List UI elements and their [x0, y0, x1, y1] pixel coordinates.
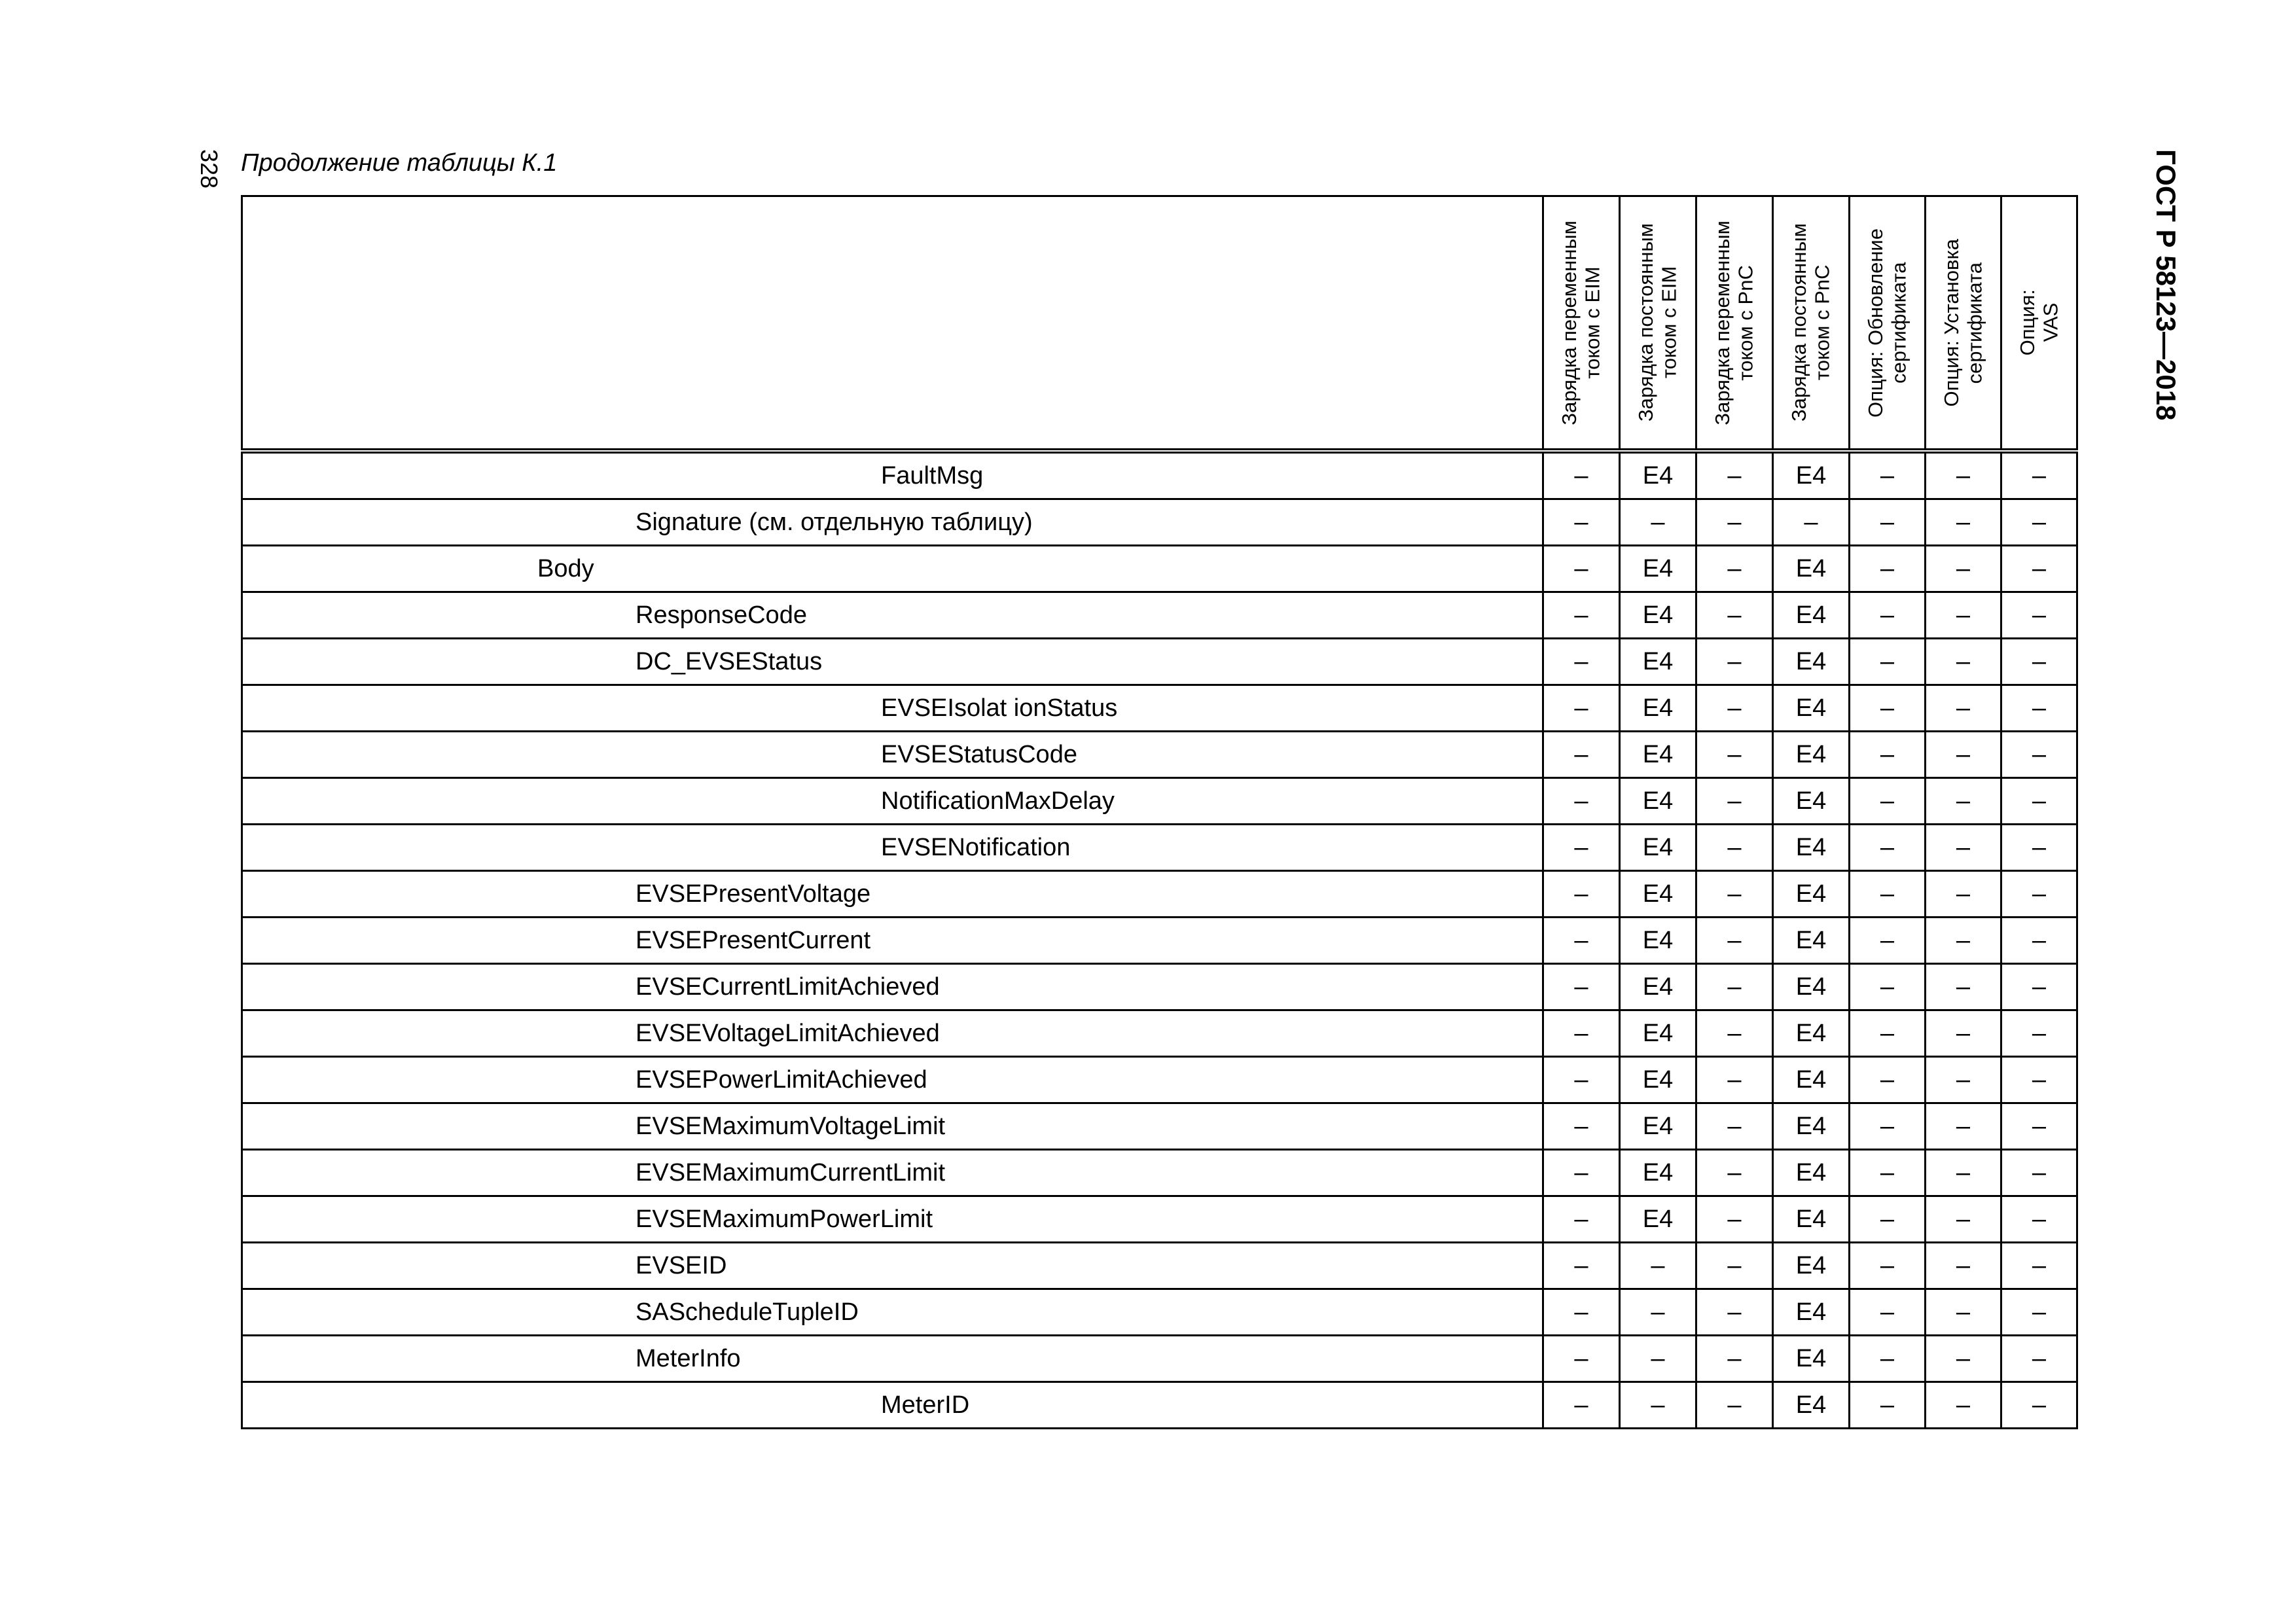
value-cell: – [2001, 1010, 2077, 1057]
value-cell: – [1926, 685, 2001, 732]
table-row [242, 499, 2077, 546]
table-row [242, 639, 2077, 685]
value-cell: – [1926, 1336, 2001, 1382]
value-cell: – [1773, 499, 1850, 546]
value-cell: – [2001, 1243, 2077, 1289]
value-cell: – [1850, 732, 1926, 778]
value-cell: – [1850, 1057, 1926, 1103]
column-header-label: Зарядка постоянным током с PnC [1787, 223, 1834, 422]
row-name-cell: NotificationMaxDelay [242, 778, 1543, 825]
value-cell: – [1850, 1103, 1926, 1150]
row-name-cell: FaultMsg [242, 451, 1543, 499]
table-row [242, 451, 2077, 499]
value-cell: – [2001, 964, 2077, 1010]
value-cell: – [1543, 639, 1620, 685]
table-row [242, 732, 2077, 778]
value-cell: E4 [1773, 1057, 1850, 1103]
value-cell: E4 [1620, 592, 1696, 639]
value-cell: – [1543, 1243, 1620, 1289]
value-cell: – [1696, 1289, 1773, 1336]
value-cell: – [2001, 639, 2077, 685]
table-row [242, 871, 2077, 918]
value-cell: – [1696, 1010, 1773, 1057]
value-cell: – [1620, 1243, 1696, 1289]
value-cell: – [2001, 871, 2077, 918]
value-cell: – [1850, 918, 1926, 964]
value-cell: E4 [1773, 778, 1850, 825]
value-cell: – [1696, 451, 1773, 499]
value-cell: – [1543, 825, 1620, 871]
value-cell: – [1543, 592, 1620, 639]
value-cell: – [1696, 778, 1773, 825]
value-cell: – [1696, 1196, 1773, 1243]
value-cell: – [1850, 778, 1926, 825]
value-cell: – [2001, 1103, 2077, 1150]
value-cell: – [2001, 1382, 2077, 1429]
value-cell: – [1926, 871, 2001, 918]
row-name-cell: EVSECurrentLimitAchieved [242, 964, 1543, 1010]
value-cell: – [1926, 499, 2001, 546]
value-cell: – [1926, 732, 2001, 778]
value-cell: E4 [1620, 1196, 1696, 1243]
value-cell: – [2001, 1196, 2077, 1243]
table-row [242, 592, 2077, 639]
value-cell: – [1696, 918, 1773, 964]
value-cell: E4 [1620, 639, 1696, 685]
row-name-cell: EVSEStatusCode [242, 732, 1543, 778]
value-cell: – [1926, 1243, 2001, 1289]
value-cell: – [1926, 918, 2001, 964]
value-cell: – [1543, 499, 1620, 546]
value-cell: – [1926, 1289, 2001, 1336]
value-cell: E4 [1620, 451, 1696, 499]
value-cell: E4 [1773, 1289, 1850, 1336]
value-cell: – [1543, 1057, 1620, 1103]
table-row [242, 1243, 2077, 1289]
value-cell: – [1543, 1150, 1620, 1196]
value-cell: – [1696, 499, 1773, 546]
row-name-cell: Signature (см. отдельную таблицу) [242, 499, 1543, 546]
column-header [1926, 196, 2001, 452]
value-cell: E4 [1773, 1010, 1850, 1057]
value-cell: – [1543, 685, 1620, 732]
column-header [1850, 196, 1926, 452]
value-cell: – [1620, 499, 1696, 546]
data-table [241, 195, 2078, 1429]
value-cell: – [1696, 964, 1773, 1010]
value-cell: – [1696, 871, 1773, 918]
row-name-cell: EVSENotification [242, 825, 1543, 871]
value-cell: E4 [1773, 871, 1850, 918]
value-cell: – [1696, 1243, 1773, 1289]
value-cell: – [1926, 964, 2001, 1010]
header-row [242, 196, 2077, 452]
column-header [1696, 196, 1773, 452]
value-cell: – [2001, 825, 2077, 871]
table-row [242, 918, 2077, 964]
row-name-cell: MeterID [242, 1382, 1543, 1429]
column-header [2001, 196, 2077, 452]
value-cell: – [1696, 1150, 1773, 1196]
value-cell: – [1926, 1010, 2001, 1057]
value-cell: – [2001, 546, 2077, 592]
value-cell: E4 [1620, 685, 1696, 732]
value-cell: E4 [1620, 1150, 1696, 1196]
column-header-label: Опция: Обновление сертификата [1863, 228, 1910, 418]
value-cell: – [1850, 451, 1926, 499]
row-name-cell: ResponseCode [242, 592, 1543, 639]
value-cell: E4 [1620, 1057, 1696, 1103]
table-row [242, 1382, 2077, 1429]
column-header [1543, 196, 1620, 452]
value-cell: – [1696, 639, 1773, 685]
value-cell: – [1696, 685, 1773, 732]
value-cell: – [1850, 871, 1926, 918]
value-cell: – [1543, 1010, 1620, 1057]
row-name-cell: EVSEPresentVoltage [242, 871, 1543, 918]
value-cell: – [1696, 1336, 1773, 1382]
row-name-cell: EVSEMaximumCurrentLimit [242, 1150, 1543, 1196]
row-name-cell: SAScheduleTupleID [242, 1289, 1543, 1336]
value-cell: – [2001, 451, 2077, 499]
table-row [242, 1336, 2077, 1382]
table-row [242, 1289, 2077, 1336]
value-cell: – [1696, 1057, 1773, 1103]
value-cell: – [1543, 451, 1620, 499]
value-cell: – [1850, 499, 1926, 546]
value-cell: E4 [1773, 964, 1850, 1010]
value-cell: – [1850, 1196, 1926, 1243]
value-cell: – [1543, 1196, 1620, 1243]
column-header-label: Опция: Установка сертификата [1939, 238, 1986, 407]
value-cell: – [1850, 592, 1926, 639]
value-cell: E4 [1620, 778, 1696, 825]
value-cell: – [1926, 546, 2001, 592]
row-name-cell: Body [242, 546, 1543, 592]
value-cell: E4 [1620, 871, 1696, 918]
value-cell: – [2001, 499, 2077, 546]
row-name-cell: EVSEPresentCurrent [242, 918, 1543, 964]
column-header [1773, 196, 1850, 452]
value-cell: – [1543, 546, 1620, 592]
value-cell: E4 [1773, 451, 1850, 499]
value-cell: – [2001, 918, 2077, 964]
row-name-cell: EVSEID [242, 1243, 1543, 1289]
value-cell: E4 [1773, 685, 1850, 732]
value-cell: – [1926, 639, 2001, 685]
value-cell: – [1620, 1289, 1696, 1336]
column-header-label: Зарядка переменным током с PnC [1711, 220, 1757, 425]
value-cell: E4 [1620, 964, 1696, 1010]
header-empty-cell [242, 196, 1543, 452]
value-cell: – [1926, 1057, 2001, 1103]
column-header-label: Зарядка постоянным током с EIM [1634, 223, 1681, 422]
value-cell: – [1696, 1382, 1773, 1429]
value-cell: E4 [1620, 1010, 1696, 1057]
value-cell: E4 [1773, 825, 1850, 871]
row-name-cell: EVSEMaximumPowerLimit [242, 1196, 1543, 1243]
column-header-label: Зарядка переменным током с EIM [1558, 220, 1604, 425]
row-name-cell: EVSEPowerLimitAchieved [242, 1057, 1543, 1103]
row-name-cell: MeterInfo [242, 1336, 1543, 1382]
value-cell: E4 [1773, 1150, 1850, 1196]
table-row [242, 1057, 2077, 1103]
value-cell: – [1543, 778, 1620, 825]
table-row [242, 685, 2077, 732]
row-name-cell: EVSEVoltageLimitAchieved [242, 1010, 1543, 1057]
value-cell: – [1850, 546, 1926, 592]
value-cell: – [1696, 1103, 1773, 1150]
table-row [242, 964, 2077, 1010]
table-row [242, 1010, 2077, 1057]
value-cell: – [1926, 1103, 2001, 1150]
value-cell: – [1620, 1336, 1696, 1382]
value-cell: – [1696, 546, 1773, 592]
document-id: ГОСТ Р 58123—2018 [2151, 149, 2181, 421]
value-cell: – [1926, 451, 2001, 499]
value-cell: – [1850, 964, 1926, 1010]
value-cell: – [1926, 825, 2001, 871]
value-cell: – [1926, 778, 2001, 825]
value-cell: E4 [1773, 546, 1850, 592]
value-cell: – [2001, 778, 2077, 825]
value-cell: – [1620, 1382, 1696, 1429]
value-cell: E4 [1620, 732, 1696, 778]
value-cell: – [1850, 1336, 1926, 1382]
table-row [242, 1150, 2077, 1196]
value-cell: – [1850, 1289, 1926, 1336]
value-cell: E4 [1773, 639, 1850, 685]
value-cell: – [2001, 592, 2077, 639]
value-cell: E4 [1620, 825, 1696, 871]
value-cell: E4 [1773, 1243, 1850, 1289]
value-cell: – [1696, 592, 1773, 639]
value-cell: – [1850, 1382, 1926, 1429]
value-cell: E4 [1773, 592, 1850, 639]
value-cell: E4 [1773, 1103, 1850, 1150]
value-cell: – [1543, 964, 1620, 1010]
value-cell: – [2001, 1057, 2077, 1103]
table-row [242, 1196, 2077, 1243]
value-cell: E4 [1773, 1382, 1850, 1429]
value-cell: – [1696, 825, 1773, 871]
value-cell: – [1543, 1103, 1620, 1150]
page-number: 328 [196, 149, 223, 189]
value-cell: E4 [1773, 918, 1850, 964]
value-cell: – [1850, 639, 1926, 685]
row-name-cell: EVSEIsolat ionStatus [242, 685, 1543, 732]
value-cell: E4 [1620, 918, 1696, 964]
value-cell: E4 [1620, 1103, 1696, 1150]
table-body [242, 451, 2077, 1429]
value-cell: – [1543, 871, 1620, 918]
table-caption: Продолжение таблицы К.1 [241, 149, 558, 177]
value-cell: – [2001, 1336, 2077, 1382]
value-cell: – [1543, 1336, 1620, 1382]
value-cell: E4 [1620, 546, 1696, 592]
value-cell: – [1543, 732, 1620, 778]
value-cell: – [2001, 685, 2077, 732]
table-row [242, 825, 2077, 871]
value-cell: E4 [1773, 1196, 1850, 1243]
value-cell: – [1926, 1382, 2001, 1429]
value-cell: – [1696, 732, 1773, 778]
value-cell: – [1926, 1150, 2001, 1196]
column-header-label: Опция: VAS [2015, 289, 2062, 356]
column-header [1620, 196, 1696, 452]
value-cell: E4 [1773, 1336, 1850, 1382]
value-cell: – [1850, 685, 1926, 732]
table-row [242, 546, 2077, 592]
value-cell: – [1850, 1150, 1926, 1196]
value-cell: – [1850, 1010, 1926, 1057]
value-cell: – [1850, 1243, 1926, 1289]
value-cell: – [1926, 1196, 2001, 1243]
value-cell: E4 [1773, 732, 1850, 778]
value-cell: – [1543, 1289, 1620, 1336]
value-cell: – [1543, 918, 1620, 964]
table-row [242, 778, 2077, 825]
value-cell: – [1850, 825, 1926, 871]
value-cell: – [1543, 1382, 1620, 1429]
row-name-cell: EVSEMaximumVoltageLimit [242, 1103, 1543, 1150]
row-name-cell: DC_EVSEStatus [242, 639, 1543, 685]
value-cell: – [1926, 592, 2001, 639]
value-cell: – [2001, 1150, 2077, 1196]
value-cell: – [2001, 1289, 2077, 1336]
table-row [242, 1103, 2077, 1150]
value-cell: – [2001, 732, 2077, 778]
